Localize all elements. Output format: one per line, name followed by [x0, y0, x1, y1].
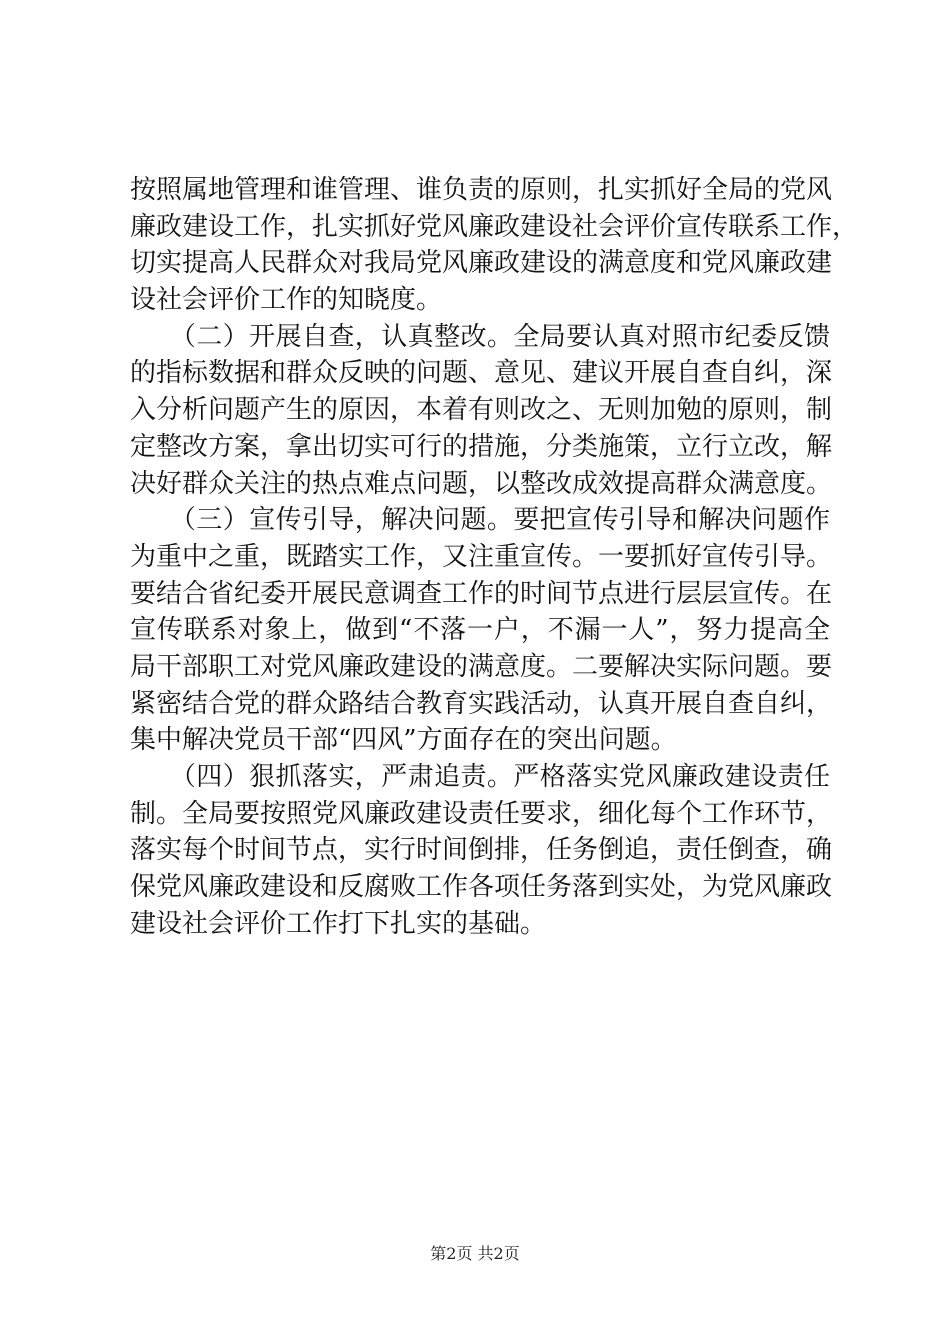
text-line: 集中解决党员干部“四风”方面存在的突出问题。 [130, 725, 677, 756]
text-line: （二）开展自查，认真整改。全局要认真对照市纪委反馈 [130, 321, 830, 352]
text-line: （四）狠抓落实，严肃追责。严格落实党风廉政建设责任 [130, 762, 830, 792]
text-line: 建设社会评价工作打下扎实的基础。 [130, 908, 547, 939]
page-footer: 第2页 共2页 [430, 1244, 520, 1263]
text-line: 设社会评价工作的知晓度。 [130, 285, 443, 316]
text-line: 制。全局要按照党风廉政建设责任要求，细化每个工作环节， [130, 798, 833, 829]
text-line: 要结合省纪委开展民意调查工作的时间节点进行层层宣传。在 [130, 578, 833, 609]
text-line: 的指标数据和群众反映的问题、意见、建议开展自查自纠，深 [130, 358, 833, 389]
text-line: 定整改方案，拿出切实可行的措施，分类施策，立行立改，解 [130, 431, 833, 462]
text-line: 紧密结合党的群众路结合教育实践活动，认真开展自查自纠， [130, 688, 833, 719]
text-line: 宣传联系对象上，做到“不落一户，不漏一人”，努力提高全 [130, 615, 830, 646]
text-line: 局干部职工对党风廉政建设的满意度。二要解决实际问题。要 [130, 651, 833, 682]
text-line: （三）宣传引导，解决问题。要把宣传引导和解决问题作 [130, 505, 830, 536]
text-line: 按照属地管理和谁管理、谁负责的原则，扎实抓好全局的党风 [130, 175, 833, 205]
text-line: 为重中之重，既踏实工作，又注重宣传。一要抓好宣传引导。 [130, 541, 833, 572]
text-line: 廉政建设工作，扎实抓好党风廉政建设社会评价宣传联系工作， [130, 211, 859, 242]
text-line: 切实提高人民群众对我局党风廉政建设的满意度和党风廉政建 [130, 248, 833, 279]
text-line: 落实每个时间节点，实行时间倒排，任务倒追，责任倒查，确 [130, 835, 833, 866]
text-line: 入分析问题产生的原因，本着有则改之、无则加勉的原则，制 [130, 395, 833, 426]
text-line: 决好群众关注的热点难点问题，以整改成效提高群众满意度。 [130, 468, 833, 499]
text-line: 保党风廉政建设和反腐败工作各项任务落到实处，为党风廉政 [130, 872, 833, 903]
body-text [130, 172, 859, 942]
